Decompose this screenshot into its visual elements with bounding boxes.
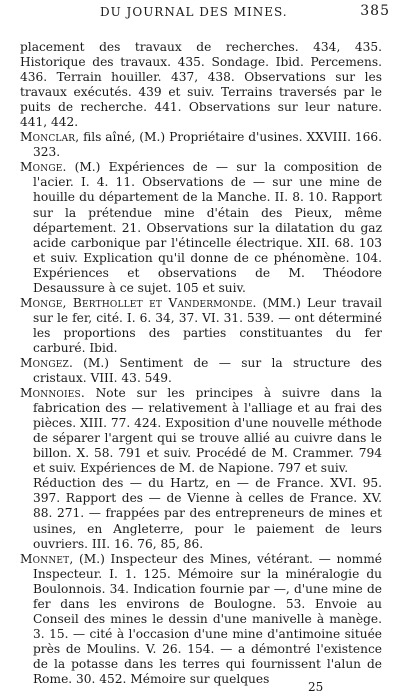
entry-monnet: Monnet, (M.) Inspecteur des Mines, vétérant. — nommé Inspecteur. I. 1. 125. Mémoire sur la minéralogie du Boulonnois. 34. Indication fournie par —, d'une mine de fer dans les environs de Boulogne. 53. Envoie au Conseil des mines le dessin d'une manivelle à manège. 3. 15. — cité à l'occasion d'une mine d'antimoine située près de Moulins. V. 26. 154. — a démontré l'existence de la potasse dans les terres qui fournissent l'alun de Rome. 30. 452. Mémoire sur quelques — [20, 551, 382, 686]
entry-head: Monclar — [20, 130, 76, 145]
entry-monclar: Monclar, fils aîné, (M.) Propriétaire d'usines. XXVIII. 166. 323. — [20, 130, 382, 160]
entry-monnoies-continued: Réduction des — du Hartz, en — de France. XVI. 95. 397. Rapport des — de Vienne à celles de France. XV. 88. 271. — frappées par des entrepreneurs de mines et usines, en Angleterre, pour le paiement de leurs ouvriers. III. 16. 76, 85, 86. — [33, 476, 382, 551]
entry-head: Monnoies — [20, 386, 81, 401]
entry-head: Monnet — [20, 551, 70, 566]
entry-mongez: Mongez. (M.) Sentiment de — sur la structure des cristaux. VIII. 43. 549. — [20, 355, 382, 386]
entry-head: Monge — [20, 160, 63, 175]
entry-head: Mongez — [20, 355, 69, 370]
entry-continuation: placement des travaux de recherches. 434, 435. Historique des travaux. 435. Sondage. Ibid. Percemens. 436. Terrain houiller. 437, 438. Observations sur les travaux exécutés. 439 et suiv. Terrains traversés par le puits de recherche. 441. Observations sur leur nature. 441, 442. — [20, 40, 382, 130]
entry-head: Monge, Berthollet et Vandermonde — [20, 295, 253, 310]
entry-monge: Monge. (M.) Expériences de — sur la composition de l'acier. I. 4. 11. Observations de — sur une mine de houille du département de la Manche. II. 8. 10. Rapport sur la prétendue mine d'étain des Pieux, même département. 21. Observations sur la dilatation du gaz acide carbonique par l'étincelle électrique. XII. 68. 103 et suiv. Explication qu'il donne de ce phénomène. 104. Expériences et observations de M. Théodore Desaussure à ce sujet. 105 et suiv. — [20, 160, 382, 295]
index-body — [20, 40, 382, 687]
entry-monge-berthollet: Monge, Berthollet et Vandermonde. (MM.) Leur travail sur le fer, cité. I. 6. 34, 37. VI. 31. 539. — ont déterminé les proportions des parties constituantes du fer carburé. Ibid. — [20, 295, 382, 355]
running-header — [100, 3, 390, 19]
entry-monnoies: Monnoies. Note sur les principes à suivre dans la fabrication des — relativement à l'alliage et au frai des pièces. XIII. 77. 424. Exposition d'une nouvelle méthode de séparer l'argent qui se trouve allié au cuivre dans le billon. X. 58. 791 et suiv. Procédé de M. Crammer. 794 et suiv. Expériences de M. de Napione. 797 et suiv. — [20, 386, 382, 476]
page-number: 385 — [360, 3, 390, 19]
running-title: DU JOURNAL DES MINES. — [100, 5, 288, 19]
signature-mark: 25 — [308, 680, 324, 694]
